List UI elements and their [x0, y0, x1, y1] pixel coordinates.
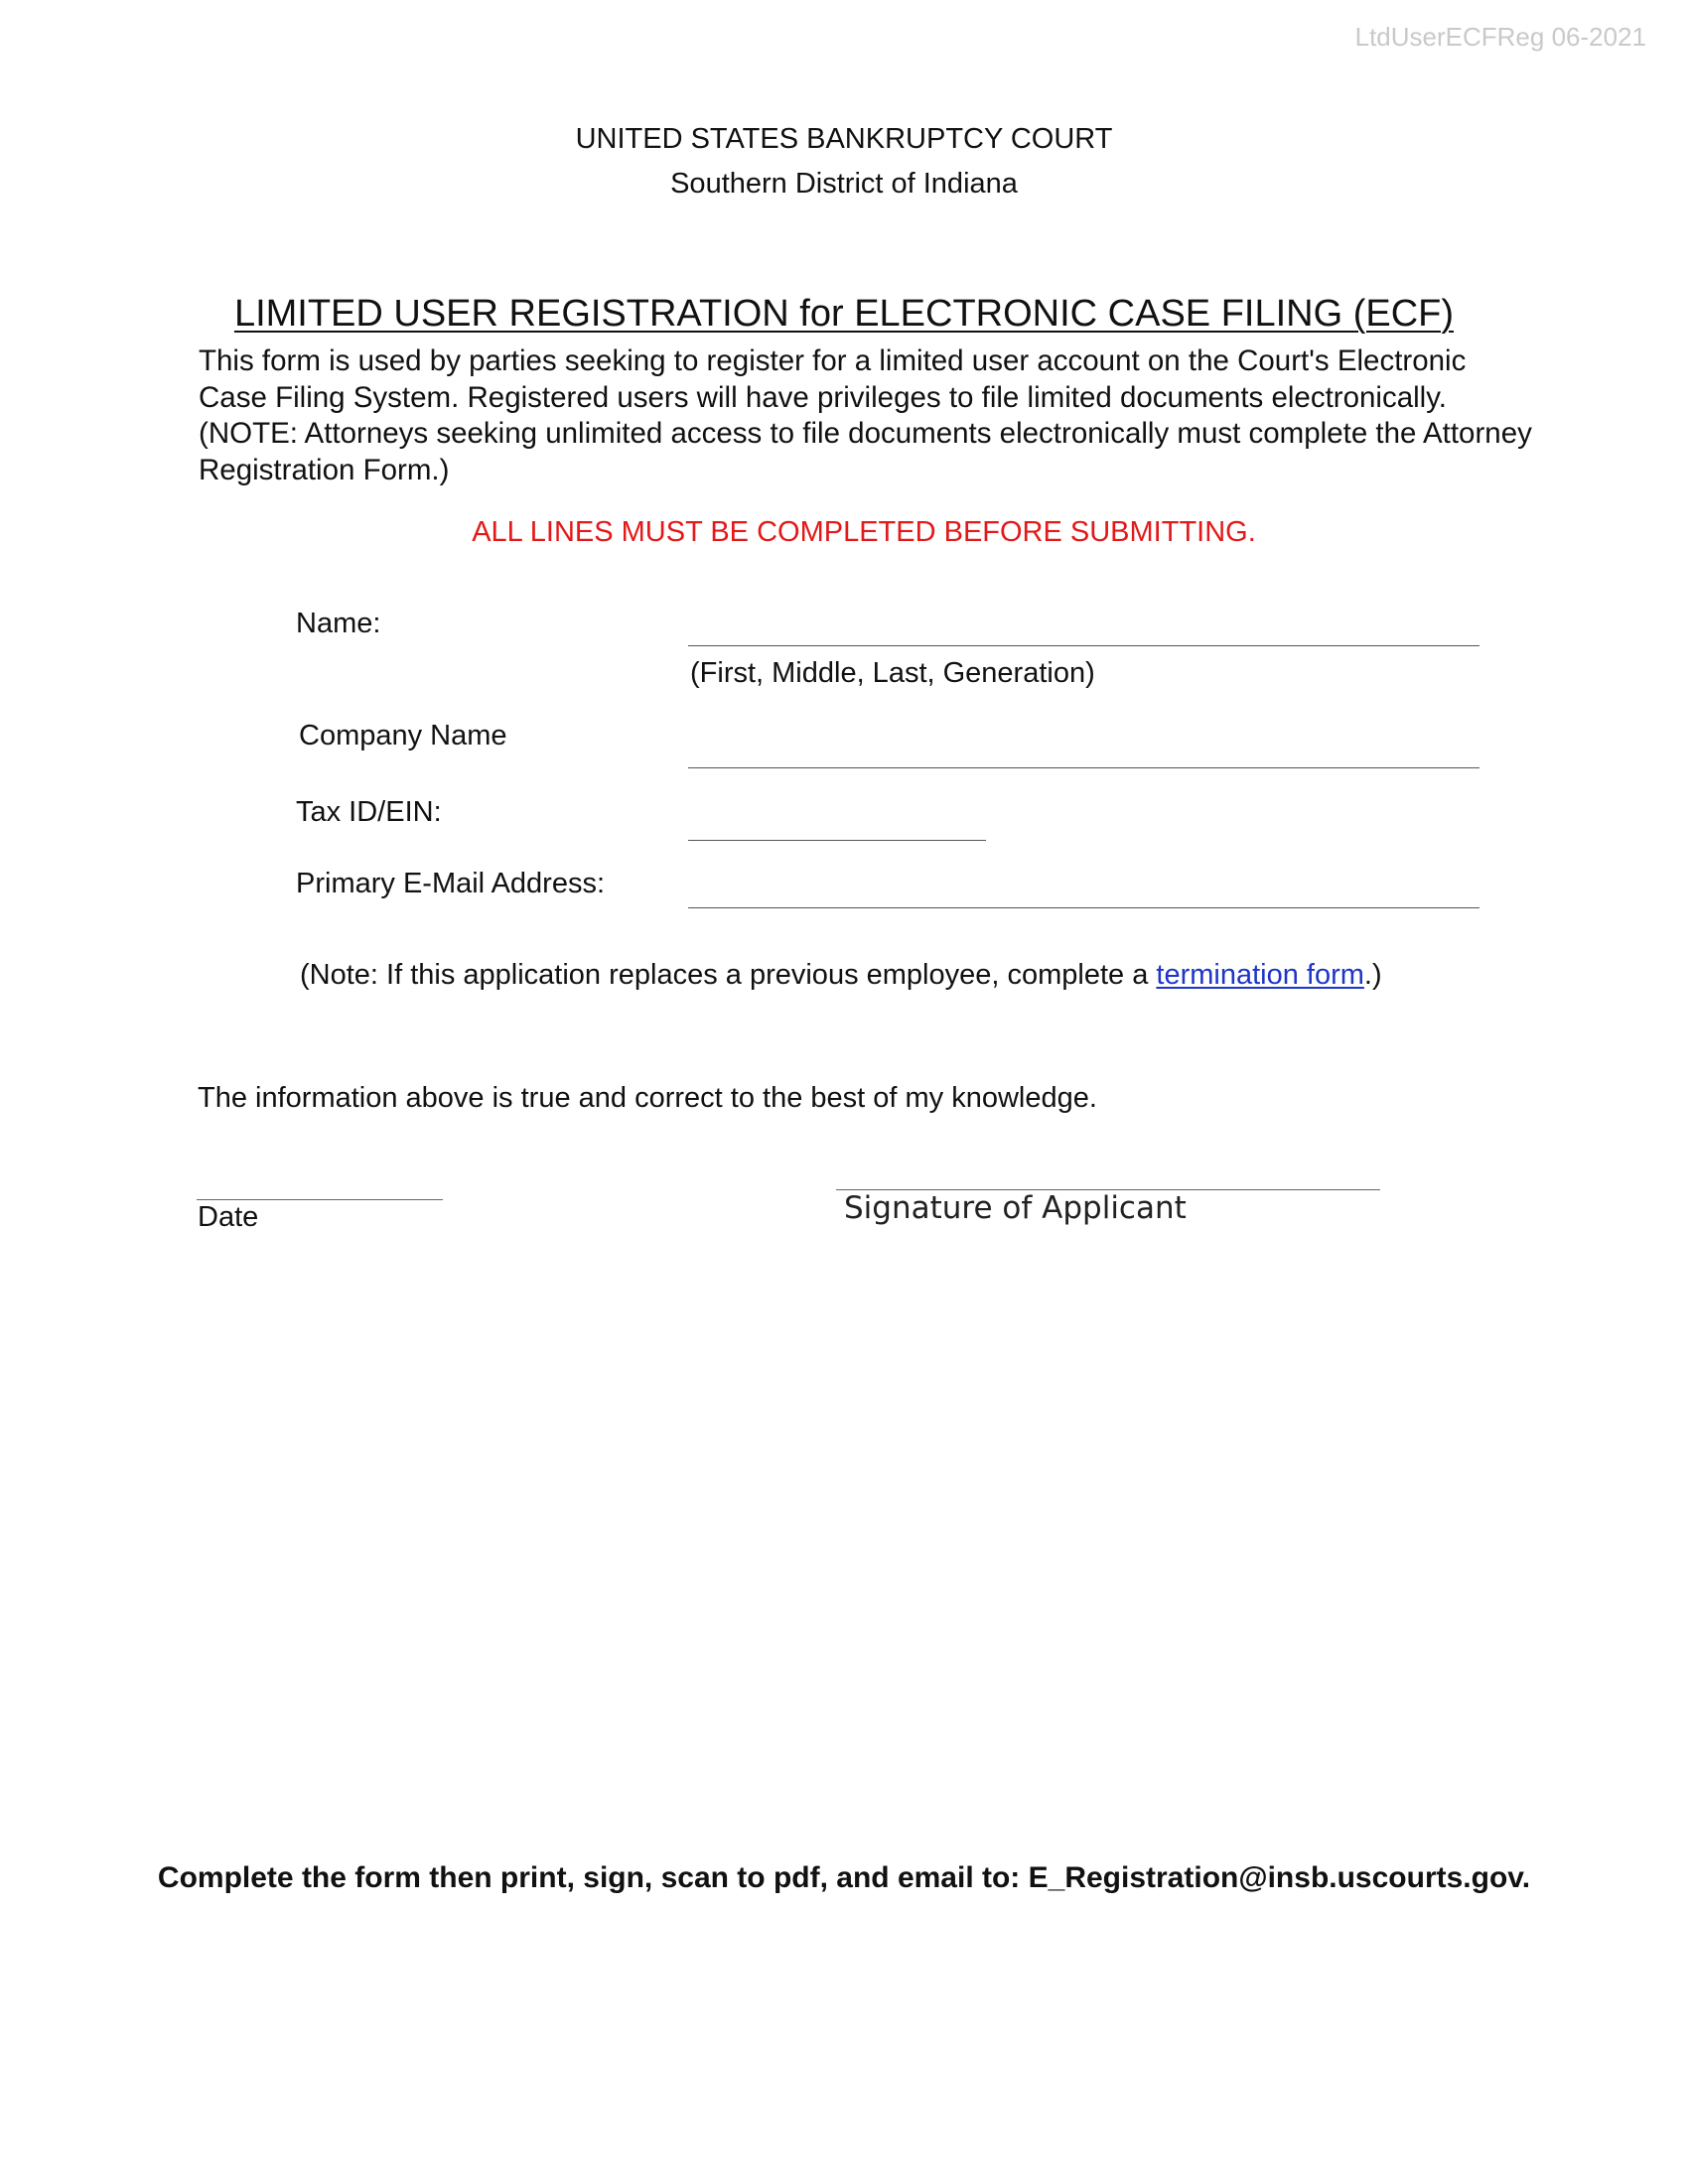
name-hint: (First, Middle, Last, Generation) — [690, 657, 1095, 689]
intro-line: Registration Form.) — [199, 453, 450, 486]
date-line[interactable] — [197, 1199, 443, 1200]
completion-warning: ALL LINES MUST BE COMPLETED BEFORE SUBMITTING. — [472, 516, 1256, 548]
tax-id-label: Tax ID/EIN: — [296, 796, 442, 828]
company-name-label: Company Name — [299, 720, 507, 751]
name-field[interactable] — [688, 645, 1479, 646]
court-district: Southern District of Indiana — [670, 168, 1018, 200]
form-title: LIMITED USER REGISTRATION for ELECTRONIC CASE FILING (ECF) — [233, 293, 1455, 335]
attestation-statement: The information above is true and correct to the best of my knowledge. — [198, 1082, 1097, 1114]
termination-form-link[interactable]: termination form — [1156, 959, 1364, 991]
email-field[interactable] — [688, 907, 1479, 908]
tax-id-field[interactable] — [688, 840, 986, 841]
form-id: LtdUserECFReg 06-2021 — [1354, 22, 1646, 52]
date-label: Date — [198, 1201, 259, 1233]
note-prefix: (Note: If this application replaces a previous employee, complete a — [300, 959, 1157, 991]
court-name: UNITED STATES BANKRUPTCY COURT — [575, 123, 1113, 155]
signature-label: Signature of Applicant — [844, 1190, 1187, 1226]
company-name-field[interactable] — [688, 767, 1479, 768]
intro-line: Case Filing System. Registered users will have privileges to file limited documents electronically. — [199, 380, 1447, 414]
replacement-note — [300, 959, 1382, 992]
intro-line: This form is used by parties seeking to register for a limited user account on the Court's Electronic — [199, 344, 1467, 377]
intro-line: (NOTE: Attorneys seeking unlimited access to file documents electronically must complete the Attorney — [199, 417, 1532, 450]
submission-instructions: Complete the form then print, sign, scan to pdf, and email to: E_Registration@insb.uscourts.gov. — [157, 1861, 1531, 1894]
intro-paragraph — [199, 343, 1589, 488]
note-suffix: .) — [1363, 959, 1382, 991]
email-label: Primary E-Mail Address: — [296, 868, 606, 899]
name-label: Name: — [296, 608, 381, 639]
